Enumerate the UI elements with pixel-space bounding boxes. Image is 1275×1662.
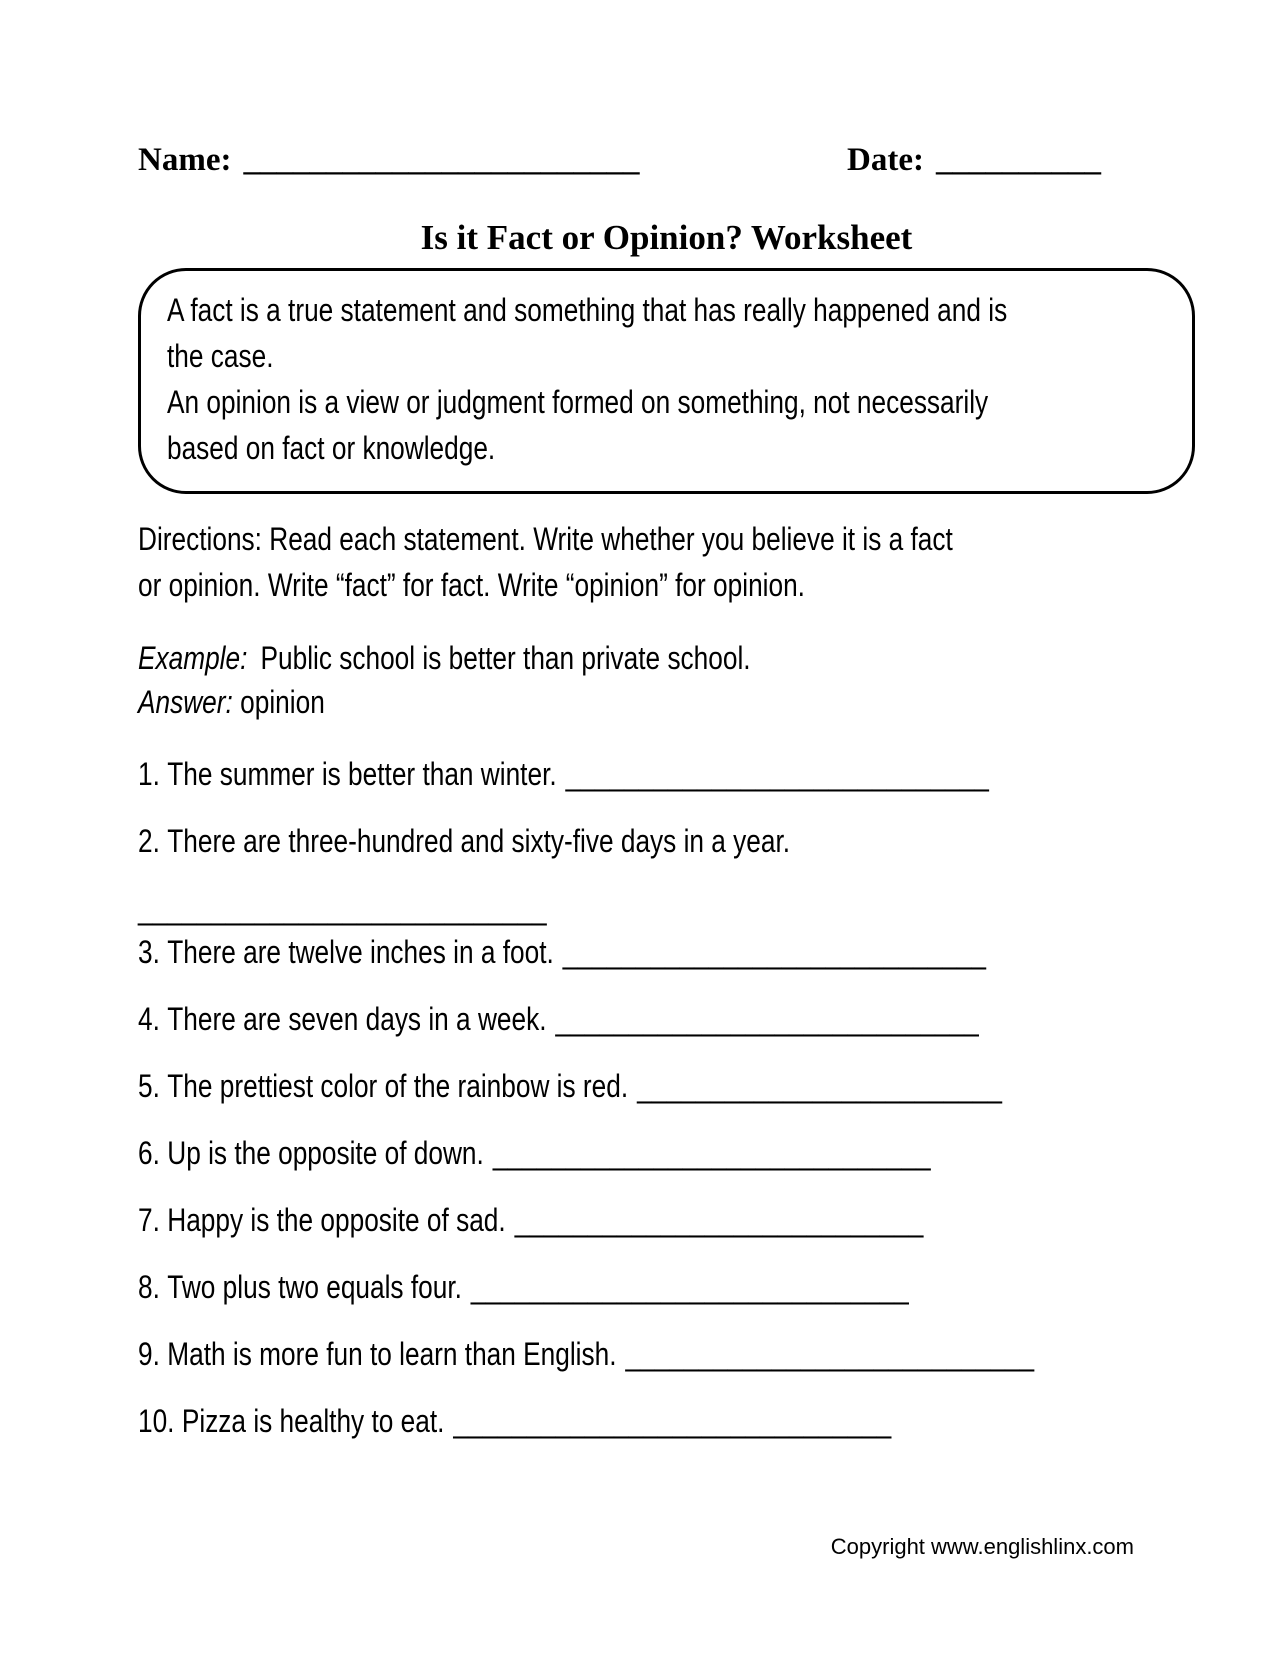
- question-text: The summer is better than winter.: [167, 756, 557, 792]
- question-line: [138, 997, 1005, 1041]
- question-line: [138, 819, 1005, 863]
- question-number: 6.: [138, 1135, 160, 1171]
- question-item: [138, 1265, 1195, 1309]
- definition-line: A fact is a true statement and something that has really happened and is: [167, 292, 1008, 328]
- page-title: Is it Fact or Opinion? Worksheet: [420, 218, 913, 257]
- question-text: There are twelve inches in a foot.: [167, 934, 554, 970]
- answer-blank: ____________________________: [138, 890, 547, 926]
- question-text: There are seven days in a week.: [167, 1001, 547, 1037]
- questions-list: [138, 752, 1195, 1443]
- question-text: The prettiest color of the rainbow is red.: [167, 1068, 629, 1104]
- question-item: [138, 1064, 1195, 1108]
- directions-line: or opinion. Write “fact” for fact. Write “opinion” for opinion.: [138, 567, 805, 603]
- name-blank-line: ________________________: [243, 142, 640, 178]
- definition-line: the case.: [167, 338, 274, 374]
- answer-blank: _____________________________: [565, 756, 989, 792]
- answer-text: opinion: [240, 684, 325, 720]
- example-label: Example:: [138, 640, 248, 676]
- question-line: [138, 1399, 1005, 1443]
- answer-blank: ______________________________: [492, 1135, 931, 1171]
- question-line: [138, 752, 1005, 796]
- question-number: 8.: [138, 1269, 160, 1305]
- answer-blank: _____________________________: [555, 1001, 979, 1037]
- date-blank-line: __________: [936, 142, 1101, 178]
- answer-blank: ____________________________: [625, 1336, 1035, 1372]
- example-line: [138, 636, 1005, 680]
- question-item: [138, 1332, 1195, 1376]
- name-field-group: [138, 140, 639, 180]
- question-item: [138, 752, 1195, 796]
- answer-blank: ______________________________: [470, 1269, 909, 1305]
- name-label: Name:: [138, 142, 232, 178]
- date-field-group: [847, 140, 1101, 180]
- question-number: 1.: [138, 756, 160, 792]
- date-label: Date:: [847, 142, 924, 178]
- question-item: [138, 819, 1195, 863]
- question-text: Pizza is healthy to eat.: [181, 1403, 445, 1439]
- question-number: 7.: [138, 1202, 160, 1238]
- question-line: [138, 1131, 1005, 1175]
- question-item: [138, 997, 1195, 1041]
- example-block: [138, 636, 1195, 724]
- question-text: Two plus two equals four.: [167, 1269, 462, 1305]
- answer-label: Answer:: [138, 684, 233, 720]
- question-item: [138, 1131, 1195, 1175]
- definition-line: based on fact or knowledge.: [167, 430, 496, 466]
- header: [138, 140, 1195, 180]
- answer-blank: ______________________________: [453, 1403, 892, 1439]
- example-text: Public school is better than private school.: [260, 640, 751, 676]
- question-item: [138, 1198, 1195, 1242]
- answer-blank: _________________________: [637, 1068, 1002, 1104]
- definition-box: [138, 268, 1195, 494]
- definition-line: An opinion is a view or judgment formed on something, not necessarily: [167, 384, 989, 420]
- question-number: 3.: [138, 934, 160, 970]
- answer-blank: _____________________________: [562, 934, 987, 970]
- question-text: Math is more fun to learn than English.: [167, 1336, 617, 1372]
- question-line: [138, 1332, 1035, 1376]
- directions-line: Directions: Read each statement. Write whether you believe it is a fact: [138, 521, 953, 557]
- question-text: Up is the opposite of down.: [167, 1135, 484, 1171]
- question-number: 9.: [138, 1336, 160, 1372]
- question-line: [138, 886, 1005, 930]
- question-line: [138, 930, 1005, 974]
- question-item: [138, 930, 1195, 974]
- question-text: Happy is the opposite of sad.: [167, 1202, 506, 1238]
- question-number: 2.: [138, 823, 160, 859]
- answer-blank: ____________________________: [514, 1202, 924, 1238]
- question-line: [138, 1265, 1005, 1309]
- question-blank-line: [138, 886, 1195, 930]
- question-number: 10.: [138, 1403, 175, 1439]
- question-text: There are three-hundred and sixty-five days in a year.: [167, 823, 791, 859]
- question-number: 5.: [138, 1068, 160, 1104]
- question-line: [138, 1198, 1005, 1242]
- directions: [138, 516, 1195, 608]
- copyright-text: Copyright www.englishlinx.com: [830, 1534, 1134, 1559]
- question-number: 4.: [138, 1001, 160, 1037]
- question-line: [138, 1064, 1005, 1108]
- answer-line: [138, 680, 1005, 724]
- question-item: [138, 1399, 1195, 1443]
